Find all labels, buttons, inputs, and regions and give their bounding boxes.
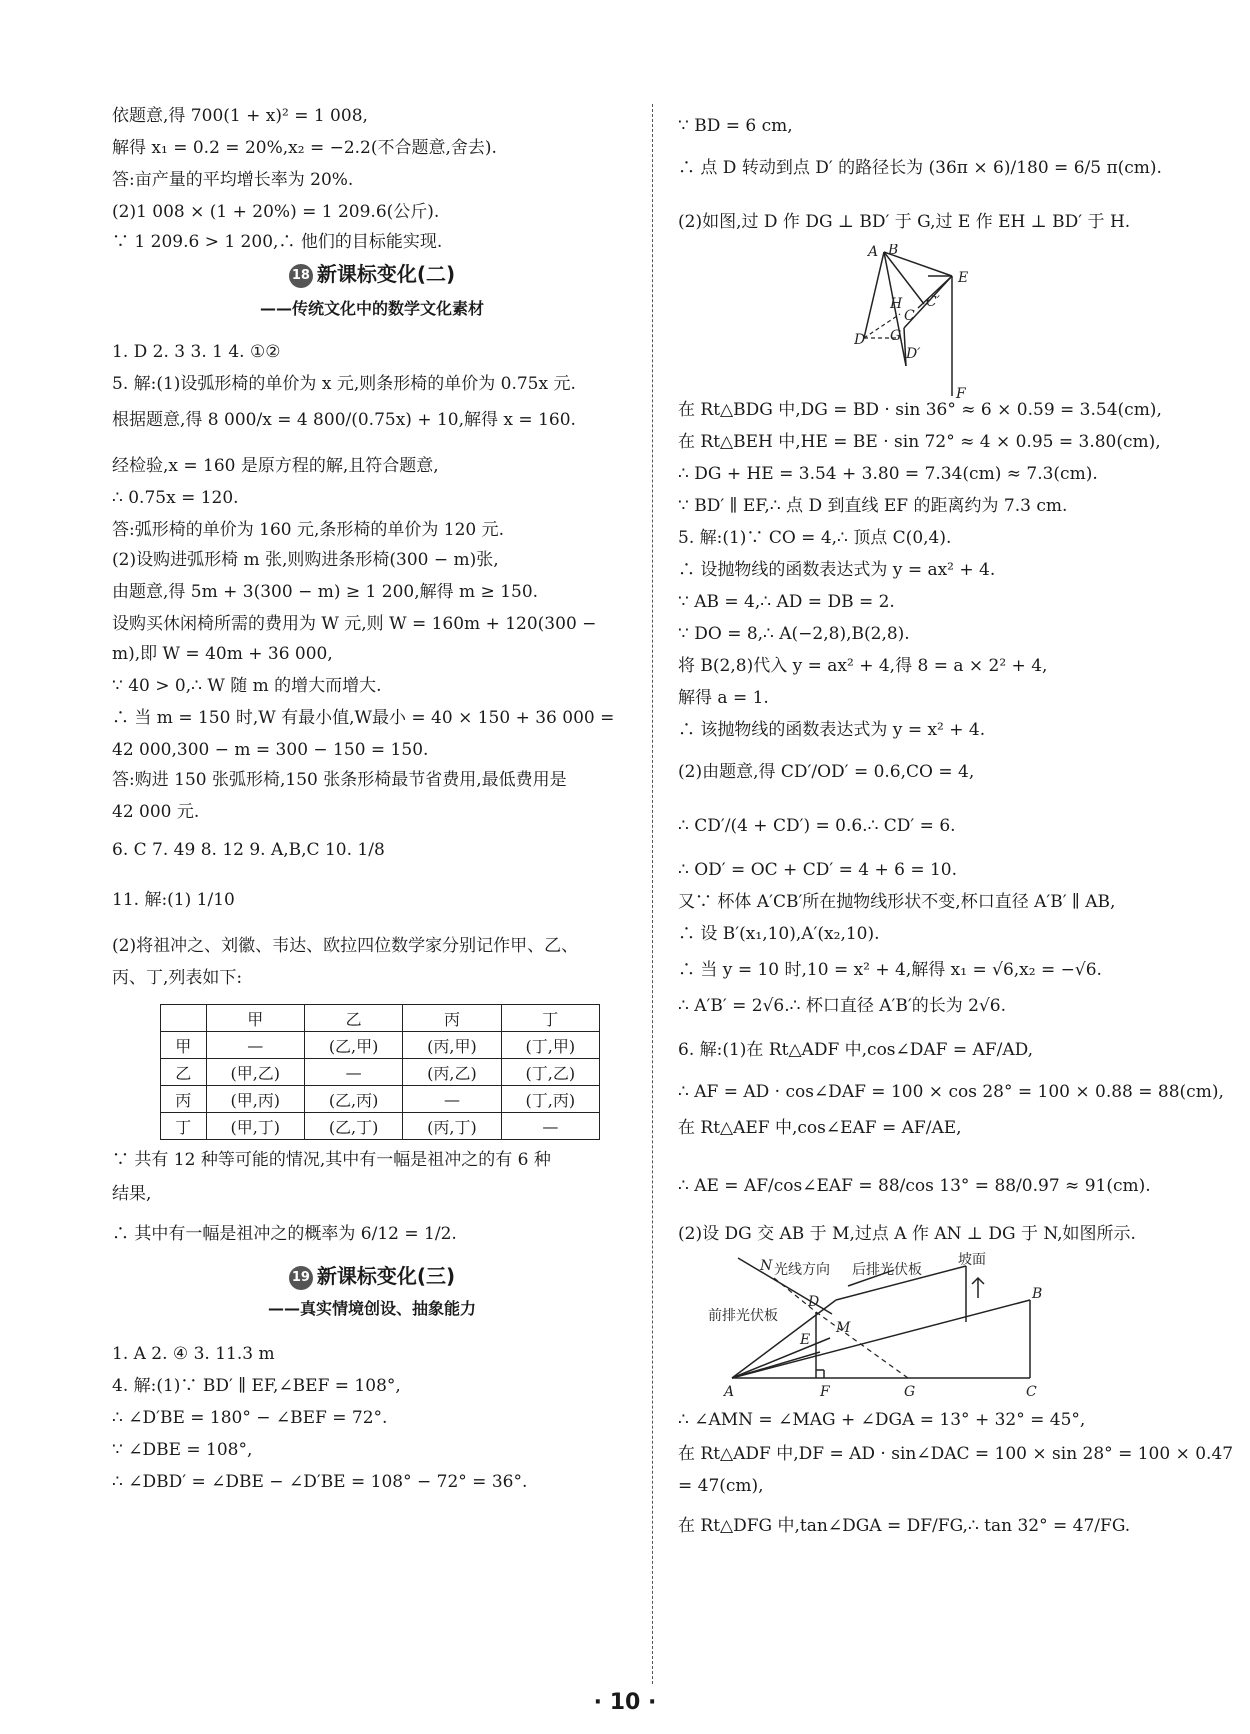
fig-label: H [890, 296, 903, 312]
table-cell: 丙 [403, 1005, 501, 1032]
fig-label: G [890, 328, 902, 344]
text-line: 答:弧形椅的单价为 160 元,条形椅的单价为 120 元. [112, 520, 505, 540]
text-line: 42 000,300 − m = 300 − 150 = 150. [112, 740, 429, 760]
fig-label: B [1032, 1286, 1043, 1302]
text-line: ∵ BD′ ∥ EF,∴ 点 D 到直线 EF 的距离约为 7.3 cm. [678, 496, 1068, 516]
table-cell: (丙,甲) [403, 1032, 501, 1059]
text-line: (2)将祖冲之、刘徽、韦达、欧拉四位数学家分别记作甲、乙、 [112, 936, 579, 956]
text-line: 答:购进 150 张弧形椅,150 张条形椅最节省费用,最低费用是 [112, 770, 567, 790]
text-line: 经检验,x = 160 是原方程的解,且符合题意, [112, 456, 439, 476]
text-line: ∴ 点 D 转动到点 D′ 的路径长为 (36π × 6)/180 = 6/5 π(cm). [678, 158, 1162, 178]
table-cell: (丙,丁) [403, 1113, 501, 1140]
text-line: m),即 W = 40m + 36 000, [112, 644, 333, 664]
text-line: 根据题意,得 8 000/x = 4 800/(0.75x) + 10,解得 x = 160. [112, 410, 576, 430]
table-cell: (甲,丙) [206, 1086, 304, 1113]
table-cell: 丙 [161, 1086, 207, 1113]
table-cell: 丁 [161, 1113, 207, 1140]
table-row [161, 1086, 600, 1113]
text-line: ∴ 设 B′(x₁,10),A′(x₂,10). [678, 924, 880, 944]
fig-dashed-line [816, 1312, 908, 1378]
text-line: (2)如图,过 D 作 DG ⊥ BD′ 于 G,过 E 作 EH ⊥ BD′ 于 H. [678, 212, 1131, 232]
fig-label: M [836, 1320, 851, 1336]
text-line: 依题意,得 700(1 + x)² = 1 008, [112, 106, 368, 126]
text-line: 在 Rt△BEH 中,HE = BE · sin 72° ≈ 4 × 0.95 = 3.80(cm), [678, 432, 1161, 452]
text-line: ∵ 共有 12 种等可能的情况,其中有一幅是祖冲之的有 6 种 [112, 1150, 551, 1170]
fig-label: C′ [926, 294, 940, 310]
text-line: (2)设购进弧形椅 m 张,则购进条形椅(300 − m)张, [112, 550, 499, 570]
text-line: ∴ ∠DBD′ = ∠DBE − ∠D′BE = 108° − 72° = 36°. [112, 1472, 528, 1492]
fig-label: F [820, 1384, 830, 1400]
section-subtitle: ——真实情境创设、抽象能力 [267, 1299, 476, 1318]
text-line: ∵ 40 > 0,∴ W 随 m 的增大而增大. [112, 676, 382, 696]
text-line: 答:亩产量的平均增长率为 20%. [112, 170, 354, 190]
table-cell: (甲,丁) [206, 1113, 304, 1140]
text-line: ∵ AB = 4,∴ AD = DB = 2. [678, 592, 895, 612]
text-line: ∵ BD = 6 cm, [678, 116, 793, 136]
text-line: ∴ ∠AMN = ∠MAG + ∠DGA = 13° + 32° = 45°, [678, 1410, 1086, 1430]
text-line: (2)1 008 × (1 + 20%) = 1 209.6(公斤). [112, 202, 440, 222]
text-line: 解得 a = 1. [678, 688, 769, 708]
fig-line [732, 1352, 820, 1378]
text-line: 在 Rt△ADF 中,DF = AD · sin∠DAC = 100 × sin 28° = 100 × 0.47 [678, 1444, 1234, 1464]
fig-label: 前排光伏板 [708, 1308, 778, 1324]
section-title [112, 1260, 632, 1290]
fig-label: D′ [906, 346, 921, 362]
text-line: (2)设 DG 交 AB 于 M,过点 A 作 AN ⊥ DG 于 N,如图所示. [678, 1224, 1136, 1244]
section-title [112, 258, 632, 288]
text-line: 1. D 2. 3 3. 1 4. ①② [112, 342, 281, 362]
table-cell: (乙,丙) [304, 1086, 402, 1113]
fig-label: D [854, 332, 866, 348]
text-line: ∴ ∠D′BE = 180° − ∠BEF = 72°. [112, 1408, 388, 1428]
text-line: 6. 解:(1)在 Rt△ADF 中,cos∠DAF = AF/AD, [678, 1040, 1034, 1060]
text-line: ∴ A′B′ = 2√6.∴ 杯口直径 A′B′的长为 2√6. [678, 996, 1007, 1016]
text-line: ∴ OD′ = OC + CD′ = 4 + 6 = 10. [678, 860, 958, 880]
table-cell: 甲 [161, 1032, 207, 1059]
fig-label: A [868, 244, 879, 260]
text-line: ∴ 设抛物线的函数表达式为 y = ax² + 4. [678, 560, 996, 580]
text-line: ∴ 0.75x = 120. [112, 488, 239, 508]
table-row [161, 1059, 600, 1086]
text-line: 5. 解:(1)设弧形椅的单价为 x 元,则条形椅的单价为 0.75x 元. [112, 374, 576, 394]
text-line: 设购买休闲椅所需的费用为 W 元,则 W = 160m + 120(300 − [112, 614, 597, 634]
text-line: ∴ 当 m = 150 时,W 有最小值,W最小 = 40 × 150 + 36 000 = [112, 708, 615, 728]
text-line: 又∵ 杯体 A′CB′所在抛物线形状不变,杯口直径 A′B′ ∥ AB, [678, 892, 1116, 912]
fig-label: C [904, 308, 915, 324]
fig-label: 坡面 [958, 1252, 986, 1268]
table-cell: (丁,甲) [501, 1032, 599, 1059]
fig-label: E [958, 270, 969, 286]
text-line: 1. A 2. ④ 3. 11.3 m [112, 1344, 275, 1364]
text-line: ∵ 1 209.6 > 1 200,∴ 他们的目标能实现. [112, 232, 443, 252]
section-subtitle: ——传统文化中的数学文化素材 [259, 299, 484, 318]
table-cell: (丙,乙) [403, 1059, 501, 1086]
fig-line [864, 252, 884, 338]
geometry-figure-1 [854, 244, 1034, 404]
table-cell: — [403, 1086, 501, 1113]
text-line: ∵ ∠DBE = 108°, [112, 1440, 253, 1460]
probability-table [160, 1004, 600, 1140]
table-cell: — [501, 1113, 599, 1140]
text-line: 丙、丁,列表如下: [112, 968, 243, 988]
text-line: 42 000 元. [112, 802, 200, 822]
text-line: ∴ 其中有一幅是祖冲之的概率为 6/12 = 1/2. [112, 1224, 457, 1244]
table-cell: 乙 [161, 1059, 207, 1086]
table-cell: (乙,丁) [304, 1113, 402, 1140]
table-header-row [161, 1005, 600, 1032]
table-cell: (丁,丙) [501, 1086, 599, 1113]
text-line: 11. 解:(1) 1/10 [112, 890, 235, 910]
text-line: 将 B(2,8)代入 y = ax² + 4,得 8 = a × 2² + 4, [678, 656, 1048, 676]
fig-label: 光线方向 [774, 1262, 830, 1278]
table-cell: 乙 [304, 1005, 402, 1032]
geometry-figure-2 [708, 1252, 1048, 1402]
text-line: ∴ 当 y = 10 时,10 = x² + 4,解得 x₁ = √6,x₂ = −√6. [678, 960, 1102, 980]
text-line: ∴ DG + HE = 3.54 + 3.80 = 7.34(cm) ≈ 7.3(cm). [678, 464, 1098, 484]
text-line: ∴ AF = AD · cos∠DAF = 100 × cos 28° = 100 × 0.88 = 88(cm), [678, 1082, 1224, 1102]
text-line: ∴ CD′/(4 + CD′) = 0.6.∴ CD′ = 6. [678, 816, 956, 836]
section-title-text: 新课标变化(二) [316, 262, 456, 286]
fig-label: D [808, 1294, 820, 1310]
text-line: 结果, [112, 1184, 152, 1204]
fig-label: N [760, 1258, 773, 1274]
table-cell: (乙,甲) [304, 1032, 402, 1059]
page-number: · 10 · [593, 1690, 657, 1715]
fig-label: F [956, 386, 966, 402]
table-cell: (丁,乙) [501, 1059, 599, 1086]
table-cell: — [206, 1032, 304, 1059]
fig-label: B [888, 244, 899, 258]
text-line: (2)由题意,得 CD′/OD′ = 0.6,CO = 4, [678, 762, 975, 782]
text-line: 在 Rt△DFG 中,tan∠DGA = DF/FG,∴ tan 32° = 47/FG. [678, 1516, 1131, 1536]
text-line: 6. C 7. 49 8. 12 9. A,B,C 10. 1/8 [112, 840, 385, 860]
text-line: ∴ 该抛物线的函数表达式为 y = x² + 4. [678, 720, 986, 740]
text-line: = 47(cm), [678, 1476, 764, 1496]
text-line: ∵ DO = 8,∴ A(−2,8),B(2,8). [678, 624, 910, 644]
text-line: ∴ AE = AF/cos∠EAF = 88/cos 13° = 88/0.97 ≈ 91(cm). [678, 1176, 1151, 1196]
text-line: 在 Rt△AEF 中,cos∠EAF = AF/AE, [678, 1118, 962, 1138]
table-row [161, 1113, 600, 1140]
text-line: 由题意,得 5m + 3(300 − m) ≥ 1 200,解得 m ≥ 150. [112, 582, 539, 602]
text-line: 在 Rt△BDG 中,DG = BD · sin 36° ≈ 6 × 0.59 = 3.54(cm), [678, 400, 1162, 420]
column-divider [652, 104, 653, 1684]
table-cell: 甲 [206, 1005, 304, 1032]
section-title-text: 新课标变化(三) [316, 1264, 456, 1288]
table-row [161, 1032, 600, 1059]
text-line: 5. 解:(1)∵ CO = 4,∴ 顶点 C(0,4). [678, 528, 952, 548]
text-line: 解得 x₁ = 0.2 = 20%,x₂ = −2.2(不合题意,舍去). [112, 138, 497, 158]
fig-label: 后排光伏板 [852, 1262, 922, 1278]
fig-label: G [904, 1384, 916, 1400]
fig-label: A [724, 1384, 735, 1400]
section-number-badge: 18 [289, 264, 313, 288]
table-cell: 丁 [501, 1005, 599, 1032]
fig-label: C [1026, 1384, 1037, 1400]
table-cell [161, 1005, 207, 1032]
fig-label: E [800, 1332, 811, 1348]
table-cell: — [304, 1059, 402, 1086]
text-line: 4. 解:(1)∵ BD′ ∥ EF,∠BEF = 108°, [112, 1376, 401, 1396]
section-number-badge: 19 [289, 1266, 313, 1290]
table-cell: (甲,乙) [206, 1059, 304, 1086]
